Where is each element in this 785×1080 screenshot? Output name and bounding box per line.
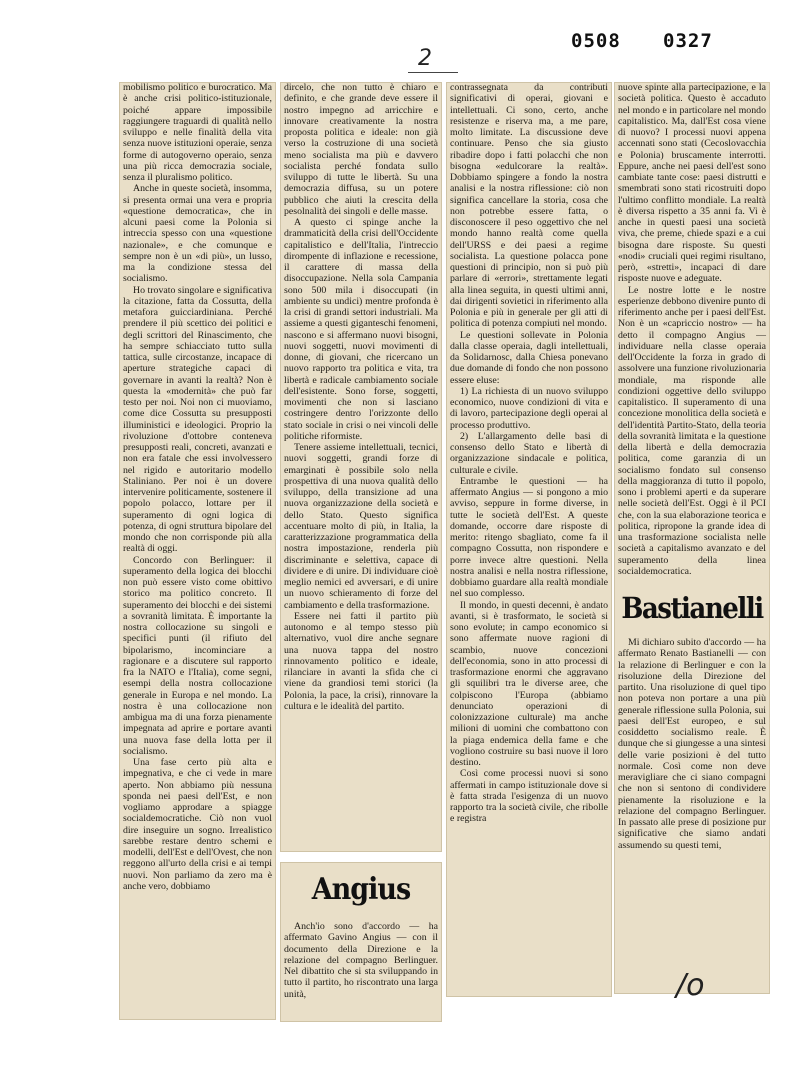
paragraph: Essere nei fatti il partito più autonomo e al tempo stesso più alternativo, vuol dire anche segnare una nuova tappa del nostro rinnovamento politico e ideale, rilanciare in avanti la sfida che ci viene da grandiosi temi storici (la Polonia, la pace, la crisi), rinnovare la cultura e le idealità del partito. [284,610,438,712]
paragraph: Il mondo, in questi decenni, è andato avanti, si è trasformato, le società si sono evolute; in campo economico si sono affermate nuove ragioni di scambio, nuove concezioni dell'economia, sono in atto processi di trasformazione enormi che aggravano gli squilibri tra le diverse aree, che colpiscono l'Europa (abbiamo denunciato operazioni di colonizzazione culturale) ma anche milioni di uomini che combattono con la piaga endemica della fame e che vogliono costruire su basi nuove il loro destino. [450,599,608,768]
paragraph: Ho trovato singolare e significativa la citazione, fatta da Cossutta, della metafora guicciardiniana. Perché prendere il più scettico dei politici e degli scrittori del Rinascimento, che ha sempre schiacciato tutto sulla tattica, sulle circostanze, incapace di aperture strategiche capaci di governare in avanti la realtà? Non è questa la «modernità» che può far testo per noi. Noi non ci muoviamo, come dice Cossutta su presupposti illuministici e ideologici. Proprio la rivoluzione d'ottobre conteneva presupposti reali, concreti, avanzati e non era fatale che essi involvessero nel rigido e autoritario modello Staliniano. Per noi è un dovere intervenire politicamente, sostenere il popolo polacco, lottare per il superamento di ogni logica di potenza, di ogni struttura bipolare del mondo che non corrisponde più alla realtà di oggi. [123,284,272,555]
clipping-column-4 [614,82,770,994]
column-4-text [614,82,770,577]
paragraph: Anch'io sono d'accordo — ha affermato Gavino Angius — con il documento della Direzione e la relazione del compagno Berlinguer. Nel dibattito che si sta sviluppando in tutto il partito, ho riscontrato una larga unità, [284,921,438,1000]
bastianelli-text [614,637,770,851]
archive-stamp-right: 0327 [663,30,713,52]
paragraph: Mi dichiaro subito d'accordo — ha affermato Renato Bastianelli — con la relazione di Berlinguer e con la risoluzione della Direzione del partito. Una risoluzione di quel tipo non poteva non portare a una più generale riflessione sulla Polonia, sui paesi dell'Est europeo, e sul cosiddetto socialismo reale. È dunque che si giungesse a una sintesi delle varie posizioni è del tutto normale. Così come non deve meravigliare che ci siano compagni che non si sentono di condividere pienamente la risoluzione e la relazione del compagno Berlinguer. In passato alle prese di posizione pur significative che siamo andati assumendo su questi temi, [618,637,766,851]
paragraph: Così come processi nuovi si sono affermati in campo istituzionale dove si è fatta strada l'esigenza di un nuovo rapporto tra la società civile, che ribolle e registra [450,768,608,825]
page-number-underline [408,72,458,73]
column-1-text [119,82,276,892]
paragraph: 2) L'allargamento delle basi di consenso dello Stato e libertà di organizzazione sindacale e politica, culturale e civile. [450,430,608,476]
angius-text [280,921,442,1000]
handwritten-mark: /o [676,968,705,1003]
paragraph: dircelo, che non tutto è chiaro e definito, e che grande deve essere il nostro impegno ad arricchire e innovare creativamente la nostra proposta politica e ideale: non già verso la costruzione di una società meno socialista ma più e davvero socialista perché fondata sullo sviluppo di tutte le libertà. Su una democrazia diffusa, su un potere pubblico che aiuti la crescita della pesolnalità dei singoli e delle masse. [284,82,438,217]
column-2-text [280,82,442,712]
paragraph: Anche in queste società, insomma, si presenta ormai una vera e propria «questione democratica», che in alcuni paesi come la Polonia si intreccia spesso con una «questione nazionale», e che comunque e sempre non è un «di più», un lusso, ma la condizione stessa del socialismo. [123,183,272,285]
clipping-angius-section [280,862,442,1022]
column-3-text [446,82,612,825]
handwritten-page-number: 2 [418,46,432,71]
clipping-column-2 [280,82,442,852]
clipping-column-3 [446,82,612,997]
paragraph: contrassegnata da contributi significativi di operai, giovani e intellettuali. Ci sono, certo, anche resistenze e riserva ma, a me pare, molto limitate. La discussione deve continuare. Penso che sia giusto ribadire dopo i fatti polacchi che non bisogna «edulcorare la realtà». Dobbiamo spingere a fondo la nostra analisi e la nostra riflessione: ciò non significa cancellare la storia, cosa che non potrebbe essere fatta, o disconoscere il peso oggettivo che nel mondo hanno realtà come quella dell'URSS e dei paesi a regime socialista. La questione polacca pone questioni di principio, non si può più parlare di «errori», strettamente legati alla linea seguita, in questi ultimi anni, dai dirigenti sovietici in riferimento alla Polonia e più in generale per gli atti di politica di potenza compiuti nel mondo. [450,82,608,330]
archive-stamp-left: 0508 [571,30,621,52]
paragraph: mobilismo politico e burocratico. Ma è anche crisi politico-istituzionale, poiché appare impossibile raggiungere traguardi di qualità nello sviluppo e nelle finalità della vita senza nuove istituzioni operaie, senza forme di autogoverno operaio, senza una più ricca democrazia sociale, senza il pluralismo politico. [123,82,272,183]
paragraph: Le questioni sollevate in Polonia dalla classe operaia, dagli intellettuali, da Solidarnosc, dalla Chiesa ponevano due domande di fondo che non possono essere eluse: [450,329,608,386]
paragraph: Tenere assieme intellettuali, tecnici, nuovi soggetti, grandi forze di emarginati è possibile solo nella prospettiva di una nuova qualità dello sviluppo, della transizione ad una nuova organizzazione della società e dello Stato. Questo significa accentuare molto di più, in Italia, la caratterizzazione programmatica della nostra impostazione, renderla più discriminante e selettiva, capace di dividere e di unire. Di individuare cioè meglio nemici ed avversari, e di unire un nuovo schieramento di forze del cambiamento e della trasformazione. [284,442,438,611]
paragraph: nuove spinte alla partecipazione, e la società politica. Questo è accaduto nel mondo e in particolare nel mondo capitalistico. Ma, dall'Est cosa viene di nuovo? I processi nuovi appena accennati sono stati (Cecoslovacchia e Polonia) bruscamente interrotti. Eppure, anche nei paesi dell'est sono cambiate tante cose: paesi distrutti e smembrati sono stati ricostruiti dopo l'ultimo conflitto mondiale. La realtà è diversa rispetto a 35 anni fa. Vi è anche in questi paesi una società viva, che preme, chiede spazi e a cui bisogna dare risposte. Su questi «nodi» cruciali quei regimi risultano, però, «stretti», incapaci di dare risposte nuove e adeguate. [618,82,766,285]
paragraph: A questo ci spinge anche la drammaticità della crisi dell'Occidente capitalistico e dell'Italia, l'intreccio dirompente di inflazione e recessione, il carattere di massa della disoccupazione. Nella sola Campania sono 500 mila i disoccupati (in ambiente su undici) mentre profonda è la crisi di grandi settori industriali. Ma assieme a questi giganteschi fenomeni, nascono e si affermano nuovi bisogni, nuovi soggetti, nuovi movimenti di donne, di giovani, che ricercano un nuovo rapporto tra politica e vita, tra libertà e radicale cambiamento sociale dell'esistente. Sono forse, soggetti, movimenti che non si lasciano costringere dentro l'orizzonte dello stato sociale in crisi o nei vincoli delle politiche riformiste. [284,217,438,442]
paragraph: Entrambe le questioni — ha affermato Angius — si pongono a mio avviso, seppure in forme diverse, in tutte le società dell'Est. A queste domande, occorre dare risposte di merito: ritengo sbagliato, come fa il compagno Cossutta, non rispondere e porre invece altre questioni. Nella nostra analisi e nella nostra riflessione, dobbiamo guardare alla realtà mondiale nel suo complesso. [450,475,608,600]
paragraph: Le nostre lotte e le nostre esperienze debbono divenire punto di riferimento anche per i paesi dell'Est. Non è un «capriccio nostro» — ha detto il compagno Angius — individuare nella classe operaia dell'Occidente la forza in grado di assolvere una funzione rivoluzionaria mondiale, ma risponde alle condizioni oggettive dello sviluppo capitalistico. Il superamento di una concezione monolitica della società e dell'identità Partito-Stato, della teoria della sovranità limitata e la questione della libertà e della democrazia politica, come garanzia di un socialismo fondato sul consenso della maggioranza di tutto il popolo, sono i problemi aperti e da superare nelle società dell'Est. Oggi è il PCI che, con la sua elaborazione teorica e politica, ripropone la grande idea di una trasformazione socialista nelle società a capitalismo avanzato e del superamento della linea socialdemocratica. [618,284,766,577]
clipping-column-1 [119,82,276,1020]
paragraph: Concordo con Berlinguer: il superamento della logica dei blocchi non può essere visto come obittivo storico ma politico concreto. Il superamento dei blocchi e dei sistemi a sovranità limitata. È importante la nostra collocazione su singoli e specifici punti (il rifiuto del bipolarismo, incominciare a ragionare e a discutere sul rapporto fra la NATO e l'Italia), come segni, esempi della nostra collocazione generale in Europa e nel mondo. La nostra è una collocazione non ambigua ma di una forza pienamente impegnata ad aprire e portare avanti una nuova fase della lotta per il socialismo. [123,554,272,757]
paragraph: 1) La richiesta di un nuovo sviluppo economico, nuove condizioni di vita e di lavoro, partecipazione degli operai al processo produttivo. [450,385,608,431]
bastianelli-heading: Bastianelli [621,591,763,625]
angius-heading: Angius [311,872,411,907]
paragraph: Una fase certo più alta e impegnativa, e che ci vede in mare aperto. Non abbiamo più nessuna sponda nei paesi dell'Est, e non vogliamo approdare a spiagge socialdemocratiche. Ciò non vuol dire inseguire un sogno. Irrealistico sarebbe restare dentro schemi e modelli, dell'Est e dell'Ovest, che non reggono all'urto della crisi e ai tempi nuovi. Non parliamo da zero ma è anche vero, dobbiamo [123,757,272,892]
